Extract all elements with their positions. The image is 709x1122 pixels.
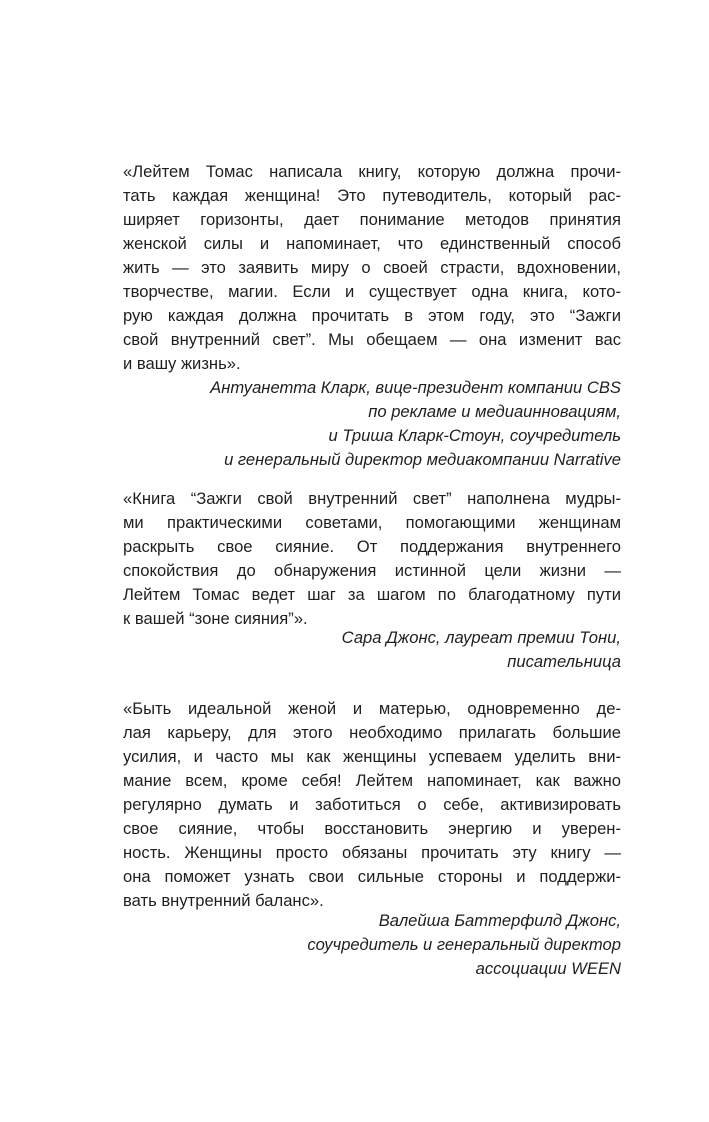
- quote-line: ми практическими советами, помогающими женщинам: [123, 513, 621, 532]
- attribution-line: по рекламе и медиаинновациям,: [368, 402, 621, 421]
- quote-line: ность. Женщины просто обязаны прочитать эту книгу —: [123, 843, 621, 862]
- quote-line: Лейтем Томас ведет шаг за шагом по благодатному пути: [123, 585, 621, 604]
- quote-line: женской силы и напоминает, что единственный способ: [123, 234, 621, 253]
- quote-line: она поможет узнать свои сильные стороны и поддержи-: [123, 867, 621, 886]
- quote-line: тать каждая женщина! Это путеводитель, который рас-: [123, 186, 621, 205]
- attribution-line: писательница: [507, 652, 621, 671]
- quote-line: жить — это заявить миру о своей страсти, вдохновении,: [123, 258, 621, 277]
- attribution-line: ассоциации WEEN: [475, 959, 621, 978]
- quote-3-text: [123, 697, 621, 913]
- quote-line: мание всем, кроме себя! Лейтем напоминает, как важно: [123, 771, 621, 790]
- quote-line: вать внутренний баланс».: [123, 891, 324, 910]
- quote-1-attribution: [123, 376, 621, 472]
- quote-line: лая карьеру, для этого необходимо прилагать большие: [123, 723, 621, 742]
- quote-line: ширяет горизонты, дает понимание методов принятия: [123, 210, 621, 229]
- attribution-line: и генеральный директор медиакомпании Narrative: [224, 450, 621, 469]
- attribution-line: Антуанетта Кларк, вице-президент компании CBS: [210, 378, 621, 397]
- quote-line: усилия, и часто мы как женщины успеваем уделить вни-: [123, 747, 621, 766]
- quote-line: спокойствия до обнаружения истинной цели жизни —: [123, 561, 621, 580]
- quote-3-attribution: [123, 909, 621, 981]
- quote-line: «Быть идеальной женой и матерью, одновременно де-: [123, 699, 621, 718]
- quote-line: свой внутренний свет”. Мы обещаем — она изменит вас: [123, 330, 621, 349]
- quote-2-text: [123, 487, 621, 631]
- quote-line: «Книга “Зажги свой внутренний свет” наполнена мудры-: [123, 489, 621, 508]
- attribution-line: и Триша Кларк-Стоун, соучредитель: [328, 426, 621, 445]
- quote-line: раскрыть свое сияние. От поддержания внутреннего: [123, 537, 621, 556]
- attribution-line: Сара Джонс, лауреат премии Тони,: [341, 628, 621, 647]
- quote-line: рую каждая должна прочитать в этом году, это “Зажги: [123, 306, 621, 325]
- attribution-line: соучредитель и генеральный директор: [307, 935, 621, 954]
- quote-line: свое сияние, чтобы восстановить энергию и уверен-: [123, 819, 621, 838]
- quote-line: «Лейтем Томас написала книгу, которую должна прочи-: [123, 162, 621, 181]
- quote-line: и вашу жизнь».: [123, 354, 241, 373]
- quote-line: к вашей “зоне сияния”».: [123, 609, 308, 628]
- quote-line: творчестве, магии. Если и существует одна книга, кото-: [123, 282, 621, 301]
- quote-2-attribution: [123, 626, 621, 674]
- quote-line: регулярно думать и заботиться о себе, активизировать: [123, 795, 621, 814]
- attribution-line: Валейша Баттерфилд Джонс,: [378, 911, 621, 930]
- quote-1-text: [123, 160, 621, 376]
